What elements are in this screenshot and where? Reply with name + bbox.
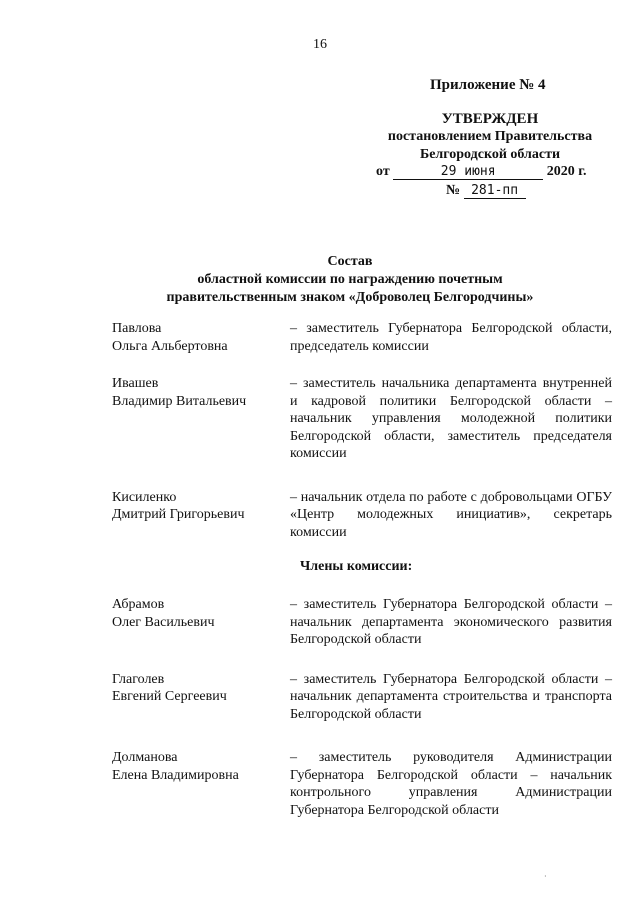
member-surname: Абрамов	[112, 597, 165, 612]
member-name	[112, 320, 290, 355]
member-given-name: Елена Владимировна	[112, 767, 239, 783]
member-given-name: Евгений Сергеевич	[112, 689, 227, 704]
member-role: – заместитель руководителя Администрации Губернатора Белгородской области – начальник контрольного управления Администрации Губернатора Белгородской области	[290, 750, 612, 818]
member-given-name: Владимир Витальевич	[112, 393, 247, 409]
members-heading: Члены комиссии:	[300, 559, 413, 574]
member-name	[112, 489, 290, 524]
page-number: 16	[313, 37, 327, 52]
date-year: 2020 г.	[546, 164, 587, 179]
title-line-1: Состав	[327, 254, 373, 269]
approval-line-2: Белгородской области	[419, 147, 561, 162]
member-surname: Павлова	[112, 321, 162, 336]
title-line-3: правительственным знаком «Доброволец Белгородчины»	[166, 290, 534, 305]
member-given-name: Ольга Альбертовна	[112, 338, 228, 354]
member-name	[112, 671, 290, 706]
member-role: – заместитель Губернатора Белгородской области – начальник департамента экономического развития Белгородской области	[290, 597, 612, 647]
member-surname: Ивашев	[112, 376, 159, 391]
commission-secretary	[112, 489, 612, 542]
handwritten-number: 281-пп	[464, 184, 526, 199]
handwritten-date: 29 июня	[393, 165, 543, 180]
commission-chair	[112, 320, 612, 355]
member-name	[112, 596, 290, 631]
commission-deputy-chair	[112, 375, 612, 463]
commission-member	[112, 596, 612, 649]
member-given-name: Дмитрий Григорьевич	[112, 507, 245, 522]
title-line-2: областной комиссии по награждению почетным	[197, 272, 503, 287]
member-role: – заместитель начальника департамента внутренней и кадровой политики Белгородской области – начальник управления молодежной политики Белгородской области, заместитель председателя комиссии	[290, 376, 612, 461]
date-prefix: от	[376, 164, 390, 179]
approval-number-line	[446, 183, 526, 199]
member-role: – заместитель Губернатора Белгородской области, председатель комиссии	[290, 321, 612, 354]
approval-date-line	[376, 164, 586, 180]
approval-block	[370, 110, 610, 164]
member-role: – начальник отдела по работе с добровольцами ОГБУ «Центр молодежных инициатив», секретарь комиссии	[290, 489, 612, 540]
member-surname: Долманова	[112, 750, 178, 765]
commission-member	[112, 671, 612, 724]
member-name	[112, 749, 290, 784]
approval-line-1: постановлением Правительства	[387, 129, 593, 144]
document-title	[0, 253, 640, 307]
member-given-name: Олег Васильевич	[112, 614, 215, 630]
approved-heading: УТВЕРЖДЕН	[441, 111, 539, 127]
member-surname: Кисиленко	[112, 489, 177, 505]
member-name	[112, 375, 290, 410]
commission-list	[112, 320, 612, 819]
scan-mark: ·	[544, 872, 547, 881]
appendix-label: Приложение № 4	[430, 77, 546, 93]
commission-member	[112, 749, 612, 819]
member-role: – заместитель Губернатора Белгородской области – начальник департамента строительства и транспорта Белгородской области	[290, 671, 612, 722]
number-prefix: №	[446, 183, 461, 198]
member-surname: Глаголев	[112, 671, 165, 687]
